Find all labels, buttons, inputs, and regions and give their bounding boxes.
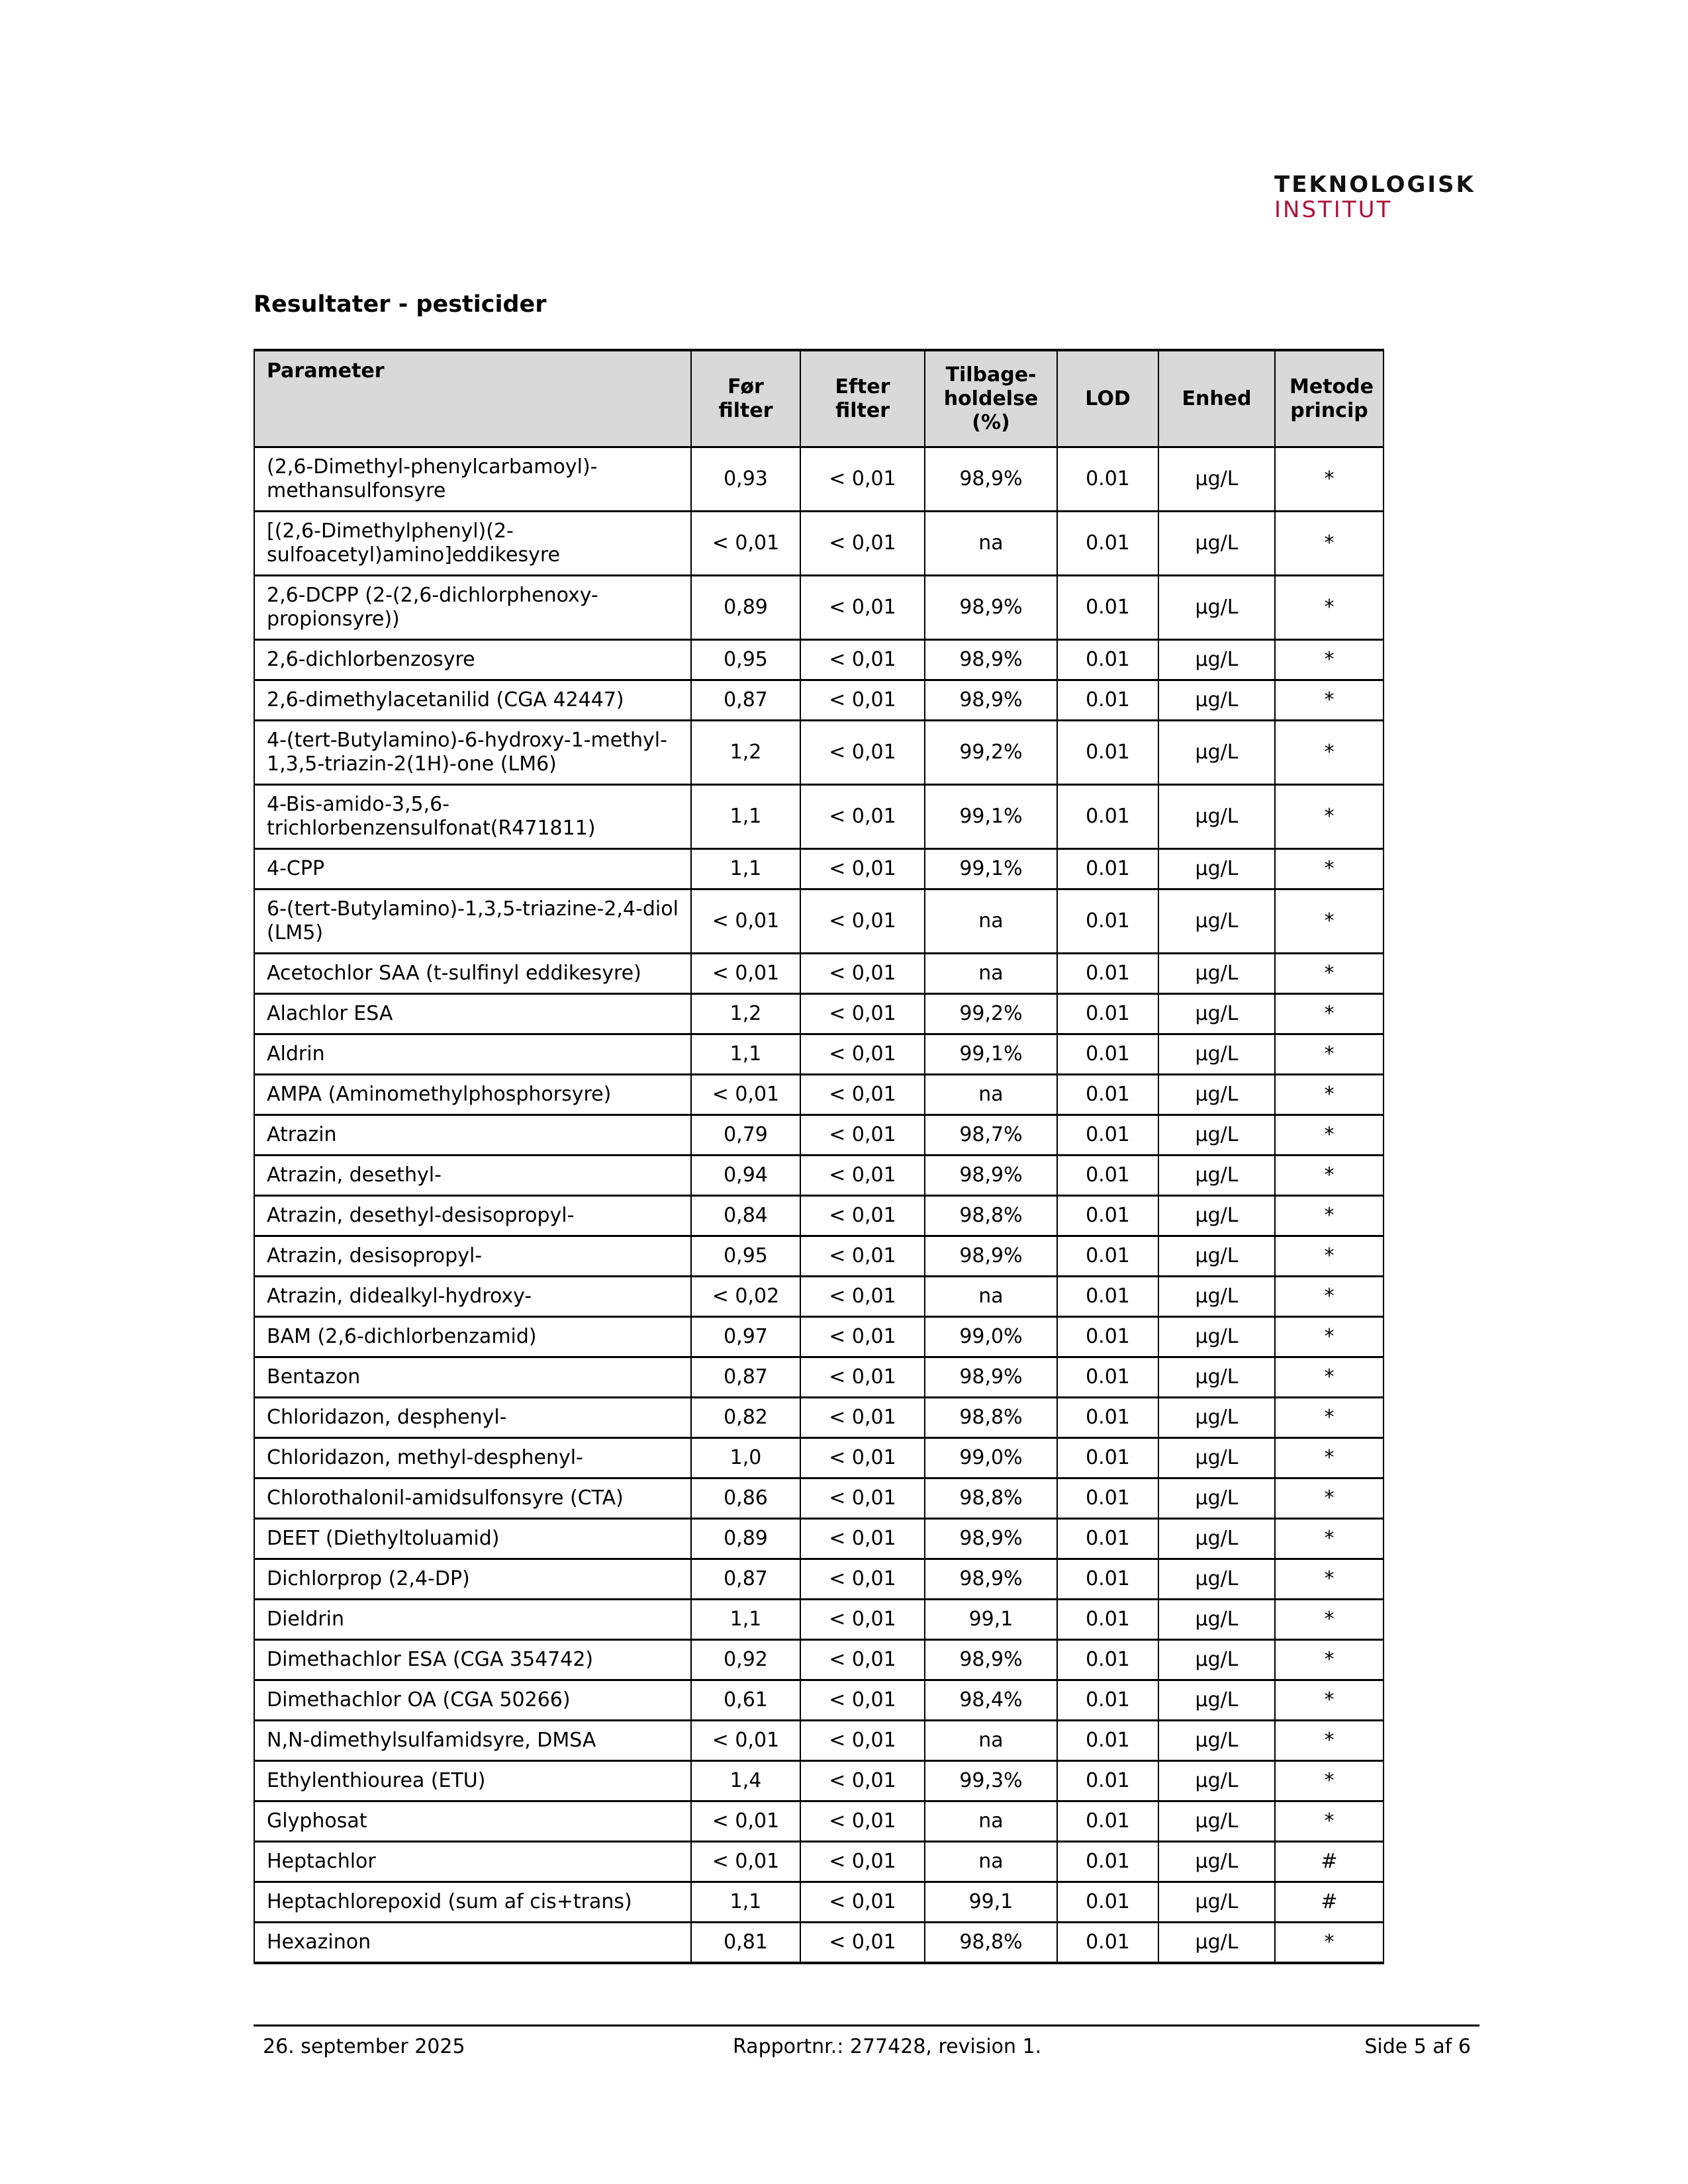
cell-metode-princip: * xyxy=(1275,1640,1383,1680)
cell-enhed: µg/L xyxy=(1158,1640,1275,1680)
cell-tilbageholdelse: na xyxy=(925,512,1057,576)
cell-metode-princip: * xyxy=(1275,849,1383,889)
cell-lod: 0.01 xyxy=(1057,1277,1158,1317)
cell-tilbageholdelse: 99,1% xyxy=(925,785,1057,849)
cell-foer-filter: 0,81 xyxy=(691,1923,800,1964)
cell-lod: 0.01 xyxy=(1057,1196,1158,1236)
cell-efter-filter: < 0,01 xyxy=(800,1398,925,1438)
cell-parameter: DEET (Diethyltoluamid) xyxy=(254,1519,691,1559)
cell-efter-filter: < 0,01 xyxy=(800,1559,925,1600)
cell-foer-filter: 1,0 xyxy=(691,1438,800,1479)
cell-efter-filter: < 0,01 xyxy=(800,576,925,640)
cell-parameter: Dieldrin xyxy=(254,1600,691,1640)
cell-metode-princip: * xyxy=(1275,1923,1383,1964)
cell-metode-princip: * xyxy=(1275,1721,1383,1761)
cell-enhed: µg/L xyxy=(1158,785,1275,849)
table-row xyxy=(254,1600,1383,1640)
cell-tilbageholdelse: 99,1% xyxy=(925,1034,1057,1075)
cell-tilbageholdelse: 98,9% xyxy=(925,576,1057,640)
cell-foer-filter: 1,2 xyxy=(691,994,800,1034)
cell-efter-filter: < 0,01 xyxy=(800,1277,925,1317)
cell-foer-filter: 1,4 xyxy=(691,1761,800,1801)
table-row xyxy=(254,1721,1383,1761)
cell-enhed: µg/L xyxy=(1158,721,1275,785)
cell-efter-filter: < 0,01 xyxy=(800,994,925,1034)
cell-tilbageholdelse: na xyxy=(925,889,1057,954)
cell-lod: 0.01 xyxy=(1057,1115,1158,1156)
cell-metode-princip: * xyxy=(1275,1236,1383,1277)
cell-enhed: µg/L xyxy=(1158,1519,1275,1559)
cell-metode-princip: * xyxy=(1275,1559,1383,1600)
table-row xyxy=(254,849,1383,889)
header-efter-filter-label: Efter filter xyxy=(835,375,890,422)
cell-efter-filter: < 0,01 xyxy=(800,1680,925,1721)
table-row xyxy=(254,1115,1383,1156)
cell-foer-filter: < 0,01 xyxy=(691,1721,800,1761)
cell-parameter: Dimethachlor OA (CGA 50266) xyxy=(254,1680,691,1721)
cell-efter-filter: < 0,01 xyxy=(800,1479,925,1519)
cell-metode-princip: * xyxy=(1275,954,1383,994)
header-metode-princip xyxy=(1275,350,1383,447)
section-title: Resultater - pesticider xyxy=(254,291,547,318)
cell-foer-filter: 0,82 xyxy=(691,1398,800,1438)
cell-tilbageholdelse: 98,9% xyxy=(925,1156,1057,1196)
table-row xyxy=(254,721,1383,785)
header-tilbageholdelse xyxy=(925,350,1057,447)
cell-enhed: µg/L xyxy=(1158,512,1275,576)
header-foer-filter xyxy=(691,350,800,447)
cell-tilbageholdelse: 99,1% xyxy=(925,849,1057,889)
header-tilbageholdelse-label: Tilbage-holdelse (%) xyxy=(943,363,1039,434)
cell-efter-filter: < 0,01 xyxy=(800,1115,925,1156)
cell-metode-princip: * xyxy=(1275,1600,1383,1640)
cell-lod: 0.01 xyxy=(1057,889,1158,954)
cell-metode-princip: * xyxy=(1275,721,1383,785)
table-row xyxy=(254,1236,1383,1277)
cell-parameter: Heptachlorepoxid (sum af cis+trans) xyxy=(254,1882,691,1923)
cell-efter-filter: < 0,01 xyxy=(800,1519,925,1559)
cell-foer-filter: 1,1 xyxy=(691,849,800,889)
cell-lod: 0.01 xyxy=(1057,576,1158,640)
cell-tilbageholdelse: 99,2% xyxy=(925,721,1057,785)
cell-metode-princip: * xyxy=(1275,1277,1383,1317)
cell-metode-princip: * xyxy=(1275,785,1383,849)
cell-foer-filter: 0,92 xyxy=(691,1640,800,1680)
cell-efter-filter: < 0,01 xyxy=(800,1438,925,1479)
cell-foer-filter: 0,95 xyxy=(691,640,800,680)
cell-tilbageholdelse: 98,8% xyxy=(925,1398,1057,1438)
cell-foer-filter: 0,87 xyxy=(691,1559,800,1600)
cell-lod: 0.01 xyxy=(1057,1559,1158,1600)
cell-metode-princip: # xyxy=(1275,1842,1383,1882)
footer-divider xyxy=(254,2025,1479,2026)
cell-lod: 0.01 xyxy=(1057,1882,1158,1923)
cell-enhed: µg/L xyxy=(1158,1317,1275,1357)
cell-lod: 0.01 xyxy=(1057,1075,1158,1115)
cell-parameter: Atrazin, didealkyl-hydroxy- xyxy=(254,1277,691,1317)
cell-efter-filter: < 0,01 xyxy=(800,1236,925,1277)
table-row xyxy=(254,1801,1383,1842)
cell-foer-filter: 0,93 xyxy=(691,447,800,512)
cell-lod: 0.01 xyxy=(1057,1761,1158,1801)
cell-foer-filter: < 0,01 xyxy=(691,1842,800,1882)
cell-metode-princip: * xyxy=(1275,1398,1383,1438)
table-row xyxy=(254,680,1383,721)
cell-metode-princip: * xyxy=(1275,994,1383,1034)
footer-page-number: Side 5 af 6 xyxy=(1364,2035,1471,2058)
table-row xyxy=(254,1398,1383,1438)
cell-lod: 0.01 xyxy=(1057,1236,1158,1277)
cell-lod: 0.01 xyxy=(1057,1721,1158,1761)
header-parameter: Parameter xyxy=(254,350,691,447)
cell-parameter: N,N-dimethylsulfamidsyre, DMSA xyxy=(254,1721,691,1761)
cell-metode-princip: * xyxy=(1275,1034,1383,1075)
cell-enhed: µg/L xyxy=(1158,1600,1275,1640)
cell-tilbageholdelse: 98,9% xyxy=(925,640,1057,680)
cell-lod: 0.01 xyxy=(1057,721,1158,785)
cell-foer-filter: 0,61 xyxy=(691,1680,800,1721)
table-row xyxy=(254,1882,1383,1923)
table-row xyxy=(254,994,1383,1034)
cell-parameter: Glyphosat xyxy=(254,1801,691,1842)
footer-date: 26. september 2025 xyxy=(263,2035,465,2058)
cell-metode-princip: * xyxy=(1275,680,1383,721)
cell-parameter: Atrazin xyxy=(254,1115,691,1156)
cell-lod: 0.01 xyxy=(1057,1479,1158,1519)
logo-line-2: INSTITUT xyxy=(1274,197,1393,223)
cell-enhed: µg/L xyxy=(1158,1196,1275,1236)
cell-lod: 0.01 xyxy=(1057,1640,1158,1680)
cell-metode-princip: * xyxy=(1275,1761,1383,1801)
cell-metode-princip: * xyxy=(1275,576,1383,640)
cell-parameter: 4-(tert-Butylamino)-6-hydroxy-1-methyl-1,3,5-triazin-2(1H)-one (LM6) xyxy=(254,721,691,785)
table-row xyxy=(254,640,1383,680)
table-row xyxy=(254,785,1383,849)
cell-metode-princip: # xyxy=(1275,1882,1383,1923)
cell-foer-filter: 0,87 xyxy=(691,1357,800,1398)
cell-efter-filter: < 0,01 xyxy=(800,680,925,721)
cell-enhed: µg/L xyxy=(1158,1115,1275,1156)
cell-parameter: Acetochlor SAA (t-sulfinyl eddikesyre) xyxy=(254,954,691,994)
cell-enhed: µg/L xyxy=(1158,680,1275,721)
cell-parameter: Bentazon xyxy=(254,1357,691,1398)
cell-efter-filter: < 0,01 xyxy=(800,1156,925,1196)
cell-foer-filter: 0,87 xyxy=(691,680,800,721)
table-row xyxy=(254,512,1383,576)
cell-metode-princip: * xyxy=(1275,889,1383,954)
cell-foer-filter: < 0,01 xyxy=(691,954,800,994)
table-row xyxy=(254,1519,1383,1559)
cell-enhed: µg/L xyxy=(1158,1034,1275,1075)
cell-efter-filter: < 0,01 xyxy=(800,1721,925,1761)
cell-parameter: BAM (2,6-dichlorbenzamid) xyxy=(254,1317,691,1357)
cell-metode-princip: * xyxy=(1275,1196,1383,1236)
cell-metode-princip: * xyxy=(1275,1801,1383,1842)
cell-parameter: Atrazin, desisopropyl- xyxy=(254,1236,691,1277)
cell-efter-filter: < 0,01 xyxy=(800,640,925,680)
cell-parameter: Aldrin xyxy=(254,1034,691,1075)
cell-lod: 0.01 xyxy=(1057,1923,1158,1964)
table-row xyxy=(254,1438,1383,1479)
cell-lod: 0.01 xyxy=(1057,1317,1158,1357)
cell-enhed: µg/L xyxy=(1158,1721,1275,1761)
cell-parameter: Hexazinon xyxy=(254,1923,691,1964)
table-row xyxy=(254,889,1383,954)
cell-enhed: µg/L xyxy=(1158,1156,1275,1196)
cell-lod: 0.01 xyxy=(1057,1156,1158,1196)
table-row xyxy=(254,447,1383,512)
cell-metode-princip: * xyxy=(1275,1317,1383,1357)
cell-enhed: µg/L xyxy=(1158,1882,1275,1923)
cell-enhed: µg/L xyxy=(1158,994,1275,1034)
cell-foer-filter: 0,79 xyxy=(691,1115,800,1156)
cell-enhed: µg/L xyxy=(1158,1479,1275,1519)
cell-tilbageholdelse: 99,3% xyxy=(925,1761,1057,1801)
table-row xyxy=(254,1357,1383,1398)
cell-metode-princip: * xyxy=(1275,1438,1383,1479)
cell-efter-filter: < 0,01 xyxy=(800,721,925,785)
cell-tilbageholdelse: 99,2% xyxy=(925,994,1057,1034)
table-row xyxy=(254,1277,1383,1317)
cell-parameter: Dichlorprop (2,4-DP) xyxy=(254,1559,691,1600)
cell-lod: 0.01 xyxy=(1057,1519,1158,1559)
cell-lod: 0.01 xyxy=(1057,1600,1158,1640)
cell-enhed: µg/L xyxy=(1158,1761,1275,1801)
cell-tilbageholdelse: na xyxy=(925,1075,1057,1115)
cell-enhed: µg/L xyxy=(1158,1075,1275,1115)
cell-foer-filter: < 0,01 xyxy=(691,512,800,576)
cell-metode-princip: * xyxy=(1275,512,1383,576)
cell-lod: 0.01 xyxy=(1057,1357,1158,1398)
footer-report-number: Rapportnr.: 277428, revision 1. xyxy=(733,2035,1042,2058)
cell-enhed: µg/L xyxy=(1158,954,1275,994)
cell-enhed: µg/L xyxy=(1158,640,1275,680)
cell-enhed: µg/L xyxy=(1158,1357,1275,1398)
cell-tilbageholdelse: 98,9% xyxy=(925,1519,1057,1559)
cell-tilbageholdelse: 98,4% xyxy=(925,1680,1057,1721)
cell-lod: 0.01 xyxy=(1057,1438,1158,1479)
table-row xyxy=(254,1196,1383,1236)
company-logo xyxy=(1274,173,1476,221)
cell-parameter: Chloridazon, methyl-desphenyl- xyxy=(254,1438,691,1479)
cell-foer-filter: 1,1 xyxy=(691,1034,800,1075)
cell-tilbageholdelse: na xyxy=(925,1721,1057,1761)
cell-metode-princip: * xyxy=(1275,1156,1383,1196)
cell-foer-filter: 0,97 xyxy=(691,1317,800,1357)
cell-tilbageholdelse: 98,9% xyxy=(925,447,1057,512)
table-row xyxy=(254,1317,1383,1357)
cell-enhed: µg/L xyxy=(1158,889,1275,954)
cell-parameter: Dimethachlor ESA (CGA 354742) xyxy=(254,1640,691,1680)
cell-enhed: µg/L xyxy=(1158,1842,1275,1882)
table-row xyxy=(254,1479,1383,1519)
cell-efter-filter: < 0,01 xyxy=(800,1801,925,1842)
header-efter-filter xyxy=(800,350,925,447)
cell-parameter: 6-(tert-Butylamino)-1,3,5-triazine-2,4-diol (LM5) xyxy=(254,889,691,954)
cell-metode-princip: * xyxy=(1275,447,1383,512)
cell-tilbageholdelse: 98,9% xyxy=(925,1236,1057,1277)
cell-enhed: µg/L xyxy=(1158,849,1275,889)
cell-enhed: µg/L xyxy=(1158,576,1275,640)
cell-metode-princip: * xyxy=(1275,1357,1383,1398)
cell-tilbageholdelse: na xyxy=(925,1801,1057,1842)
cell-lod: 0.01 xyxy=(1057,447,1158,512)
cell-enhed: µg/L xyxy=(1158,1398,1275,1438)
cell-foer-filter: 0,89 xyxy=(691,576,800,640)
header-lod: LOD xyxy=(1057,350,1158,447)
cell-enhed: µg/L xyxy=(1158,1438,1275,1479)
table-row xyxy=(254,1761,1383,1801)
table-row xyxy=(254,1156,1383,1196)
cell-metode-princip: * xyxy=(1275,640,1383,680)
cell-efter-filter: < 0,01 xyxy=(800,1317,925,1357)
cell-metode-princip: * xyxy=(1275,1519,1383,1559)
cell-efter-filter: < 0,01 xyxy=(800,1196,925,1236)
cell-tilbageholdelse: 98,9% xyxy=(925,1640,1057,1680)
cell-tilbageholdelse: 98,8% xyxy=(925,1479,1057,1519)
cell-efter-filter: < 0,01 xyxy=(800,1882,925,1923)
table-row xyxy=(254,1923,1383,1964)
cell-foer-filter: < 0,01 xyxy=(691,1801,800,1842)
cell-foer-filter: 1,2 xyxy=(691,721,800,785)
cell-foer-filter: 1,1 xyxy=(691,1882,800,1923)
cell-efter-filter: < 0,01 xyxy=(800,1034,925,1075)
cell-efter-filter: < 0,01 xyxy=(800,1640,925,1680)
cell-foer-filter: < 0,01 xyxy=(691,889,800,954)
cell-lod: 0.01 xyxy=(1057,512,1158,576)
cell-parameter: (2,6-Dimethyl-phenylcarbamoyl)-methansulfonsyre xyxy=(254,447,691,512)
cell-parameter: 4-CPP xyxy=(254,849,691,889)
table-row xyxy=(254,1559,1383,1600)
cell-tilbageholdelse: 98,8% xyxy=(925,1196,1057,1236)
cell-tilbageholdelse: 99,0% xyxy=(925,1438,1057,1479)
cell-enhed: µg/L xyxy=(1158,1559,1275,1600)
cell-lod: 0.01 xyxy=(1057,680,1158,721)
cell-lod: 0.01 xyxy=(1057,994,1158,1034)
cell-parameter: AMPA (Aminomethylphosphorsyre) xyxy=(254,1075,691,1115)
cell-tilbageholdelse: 98,8% xyxy=(925,1923,1057,1964)
cell-efter-filter: < 0,01 xyxy=(800,954,925,994)
cell-foer-filter: 0,89 xyxy=(691,1519,800,1559)
cell-metode-princip: * xyxy=(1275,1680,1383,1721)
cell-foer-filter: < 0,01 xyxy=(691,1075,800,1115)
cell-efter-filter: < 0,01 xyxy=(800,1923,925,1964)
cell-efter-filter: < 0,01 xyxy=(800,785,925,849)
cell-lod: 0.01 xyxy=(1057,1680,1158,1721)
cell-parameter: Ethylenthiourea (ETU) xyxy=(254,1761,691,1801)
cell-lod: 0.01 xyxy=(1057,1398,1158,1438)
table-row xyxy=(254,1680,1383,1721)
cell-lod: 0.01 xyxy=(1057,849,1158,889)
table-row xyxy=(254,576,1383,640)
cell-lod: 0.01 xyxy=(1057,1842,1158,1882)
table-header-row xyxy=(254,350,1383,447)
cell-efter-filter: < 0,01 xyxy=(800,1357,925,1398)
header-metode-princip-label: Metode princip xyxy=(1289,375,1374,422)
cell-parameter: 2,6-dimethylacetanilid (CGA 42447) xyxy=(254,680,691,721)
cell-efter-filter: < 0,01 xyxy=(800,1842,925,1882)
cell-tilbageholdelse: na xyxy=(925,1277,1057,1317)
logo-line-1: TEKNOLOGISK xyxy=(1274,171,1476,198)
table-body xyxy=(254,447,1383,1964)
cell-tilbageholdelse: 99,1 xyxy=(925,1600,1057,1640)
cell-parameter: Chloridazon, desphenyl- xyxy=(254,1398,691,1438)
cell-metode-princip: * xyxy=(1275,1075,1383,1115)
cell-efter-filter: < 0,01 xyxy=(800,512,925,576)
cell-efter-filter: < 0,01 xyxy=(800,1761,925,1801)
header-enhed: Enhed xyxy=(1158,350,1275,447)
cell-enhed: µg/L xyxy=(1158,1277,1275,1317)
cell-parameter: Alachlor ESA xyxy=(254,994,691,1034)
results-table xyxy=(254,349,1384,1964)
cell-foer-filter: 1,1 xyxy=(691,1600,800,1640)
cell-tilbageholdelse: 99,1 xyxy=(925,1882,1057,1923)
cell-foer-filter: 1,1 xyxy=(691,785,800,849)
cell-foer-filter: 0,84 xyxy=(691,1196,800,1236)
cell-parameter: [(2,6-Dimethylphenyl)(2-sulfoacetyl)amino]eddikesyre xyxy=(254,512,691,576)
table-row xyxy=(254,1034,1383,1075)
cell-parameter: 2,6-dichlorbenzosyre xyxy=(254,640,691,680)
cell-foer-filter: 0,95 xyxy=(691,1236,800,1277)
cell-parameter: Chlorothalonil-amidsulfonsyre (CTA) xyxy=(254,1479,691,1519)
cell-enhed: µg/L xyxy=(1158,1801,1275,1842)
cell-parameter: 4-Bis-amido-3,5,6-trichlorbenzensulfonat(R471811) xyxy=(254,785,691,849)
cell-parameter: Atrazin, desethyl-desisopropyl- xyxy=(254,1196,691,1236)
header-foer-filter-label: Før filter xyxy=(718,375,773,422)
cell-enhed: µg/L xyxy=(1158,447,1275,512)
cell-tilbageholdelse: 98,9% xyxy=(925,680,1057,721)
cell-metode-princip: * xyxy=(1275,1479,1383,1519)
cell-tilbageholdelse: na xyxy=(925,954,1057,994)
cell-tilbageholdelse: na xyxy=(925,1842,1057,1882)
cell-lod: 0.01 xyxy=(1057,640,1158,680)
table-row xyxy=(254,954,1383,994)
cell-tilbageholdelse: 98,7% xyxy=(925,1115,1057,1156)
cell-lod: 0.01 xyxy=(1057,1801,1158,1842)
cell-efter-filter: < 0,01 xyxy=(800,1075,925,1115)
table-row xyxy=(254,1640,1383,1680)
cell-parameter: Heptachlor xyxy=(254,1842,691,1882)
cell-efter-filter: < 0,01 xyxy=(800,447,925,512)
cell-parameter: Atrazin, desethyl- xyxy=(254,1156,691,1196)
cell-foer-filter: 0,86 xyxy=(691,1479,800,1519)
table-row xyxy=(254,1842,1383,1882)
cell-efter-filter: < 0,01 xyxy=(800,849,925,889)
cell-enhed: µg/L xyxy=(1158,1923,1275,1964)
cell-lod: 0.01 xyxy=(1057,954,1158,994)
cell-parameter: 2,6-DCPP (2-(2,6-dichlorphenoxy-propionsyre)) xyxy=(254,576,691,640)
cell-efter-filter: < 0,01 xyxy=(800,1600,925,1640)
cell-efter-filter: < 0,01 xyxy=(800,889,925,954)
cell-lod: 0.01 xyxy=(1057,1034,1158,1075)
cell-lod: 0.01 xyxy=(1057,785,1158,849)
table-row xyxy=(254,1075,1383,1115)
cell-foer-filter: 0,94 xyxy=(691,1156,800,1196)
cell-tilbageholdelse: 98,9% xyxy=(925,1559,1057,1600)
cell-metode-princip: * xyxy=(1275,1115,1383,1156)
cell-foer-filter: < 0,02 xyxy=(691,1277,800,1317)
cell-tilbageholdelse: 98,9% xyxy=(925,1357,1057,1398)
cell-tilbageholdelse: 99,0% xyxy=(925,1317,1057,1357)
cell-enhed: µg/L xyxy=(1158,1236,1275,1277)
cell-enhed: µg/L xyxy=(1158,1680,1275,1721)
